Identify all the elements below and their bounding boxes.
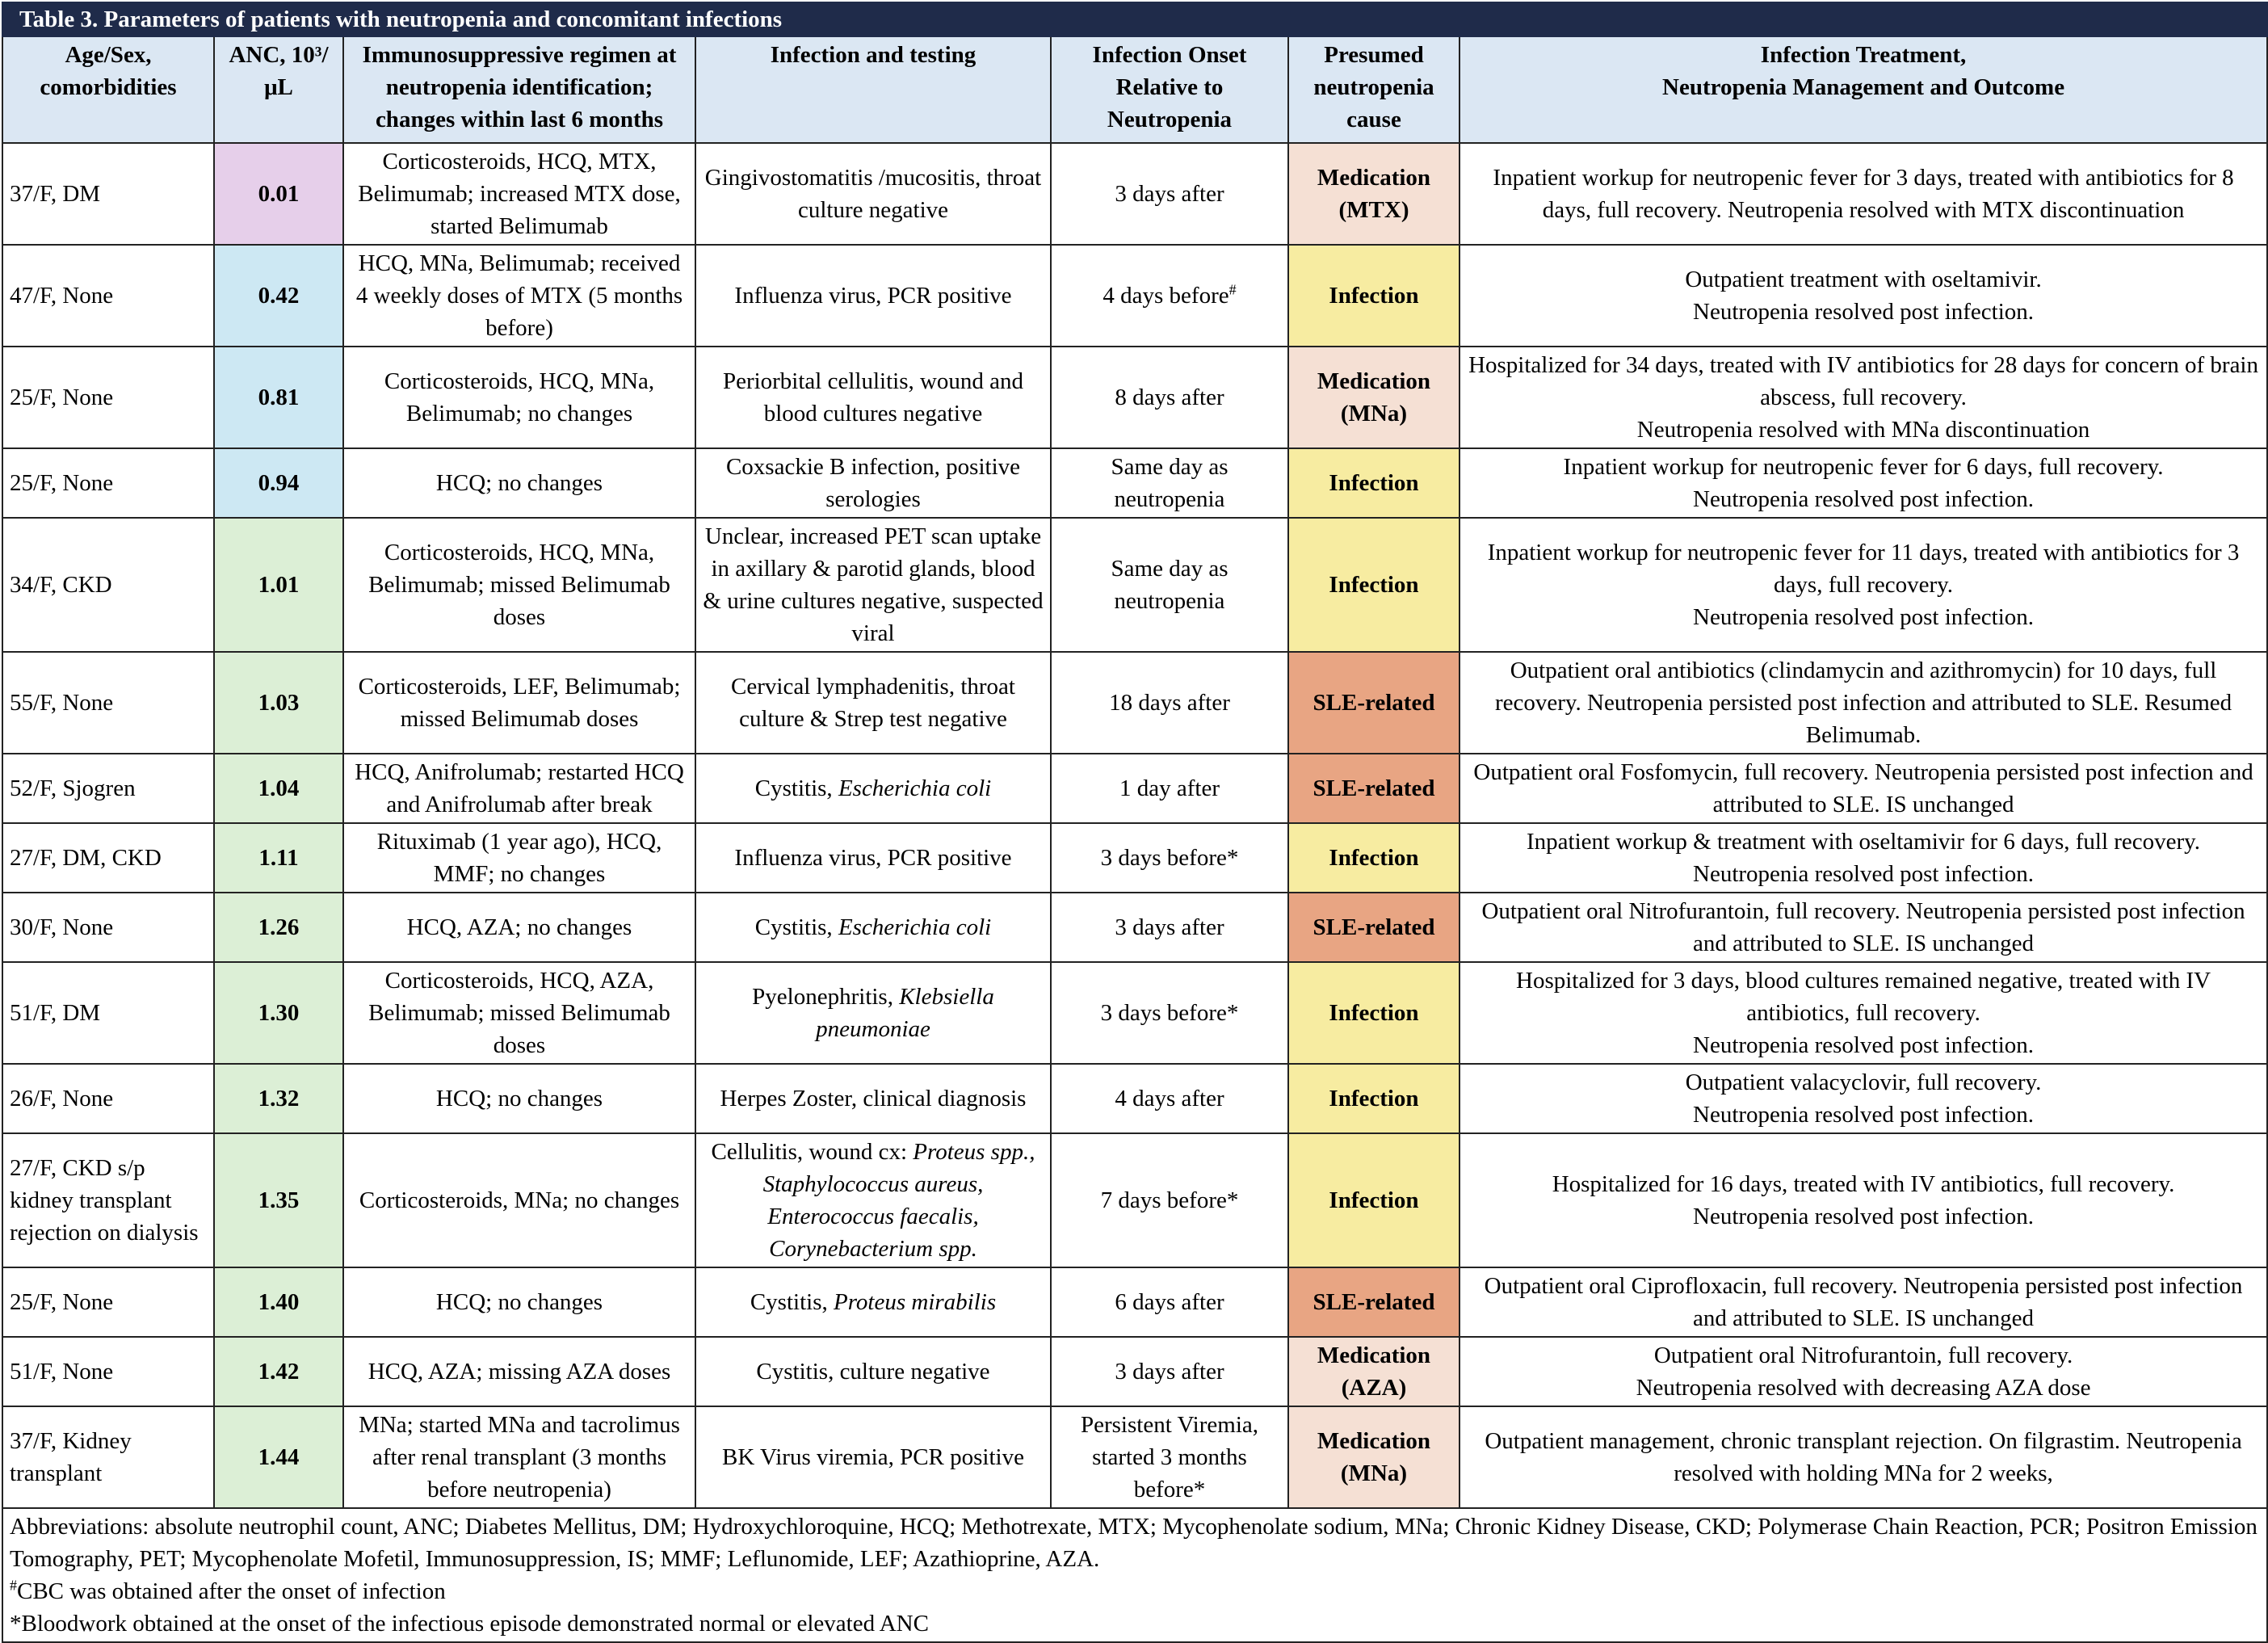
anc-cell: 1.44 [214,1406,343,1508]
onset-cell: 4 days after [1051,1064,1288,1133]
onset-cell [1051,245,1288,347]
outcome-cell: Outpatient oral Nitrofurantoin, full recovery. Neutropenia persisted post infection and attributed to SLE. IS unchanged [1460,893,2267,962]
age-sex-cell: 47/F, None [2,245,214,347]
outcome-line: Neutropenia resolved with decreasing AZA dose [1636,1375,2091,1401]
outcome-line: Neutropenia resolved with MNa discontinuation [1636,417,2090,443]
cause-badge: Medication (AZA) [1288,1337,1460,1406]
infection-text: Cystitis, [754,775,838,801]
age-sex-cell: 52/F, Sjogren [2,754,214,823]
regimen-cell: Corticosteroids, HCQ, MNa, Belimumab; no changes [343,347,695,448]
organism-name: Escherichia coli [838,914,992,940]
organism-name: Proteus mirabilis [834,1289,997,1315]
outcome-cell: Outpatient oral Ciprofloxacin, full recovery. Neutropenia persisted post infection and attributed to SLE. IS unchanged [1460,1267,2267,1337]
outcome-line: Neutropenia resolved post infection. [1693,604,2035,630]
infection-cell: Cervical lymphadenitis, throat culture & Strep test negative [695,652,1051,754]
cause-badge: Medication (MTX) [1288,143,1460,245]
outcome-cell [1460,518,2267,652]
cause-badge: Infection [1288,518,1460,652]
outcome-cell [1460,448,2267,518]
regimen-cell: Corticosteroids, HCQ, MNa, Belimumab; missed Belimumab doses [343,518,695,652]
regimen-cell: Corticosteroids, MNa; no changes [343,1133,695,1267]
outcome-line: Outpatient oral Nitrofurantoin, full recovery. [1653,1343,2073,1368]
age-sex-cell: 34/F, CKD [2,518,214,652]
anc-cell: 1.42 [214,1337,343,1406]
header-cause: Presumed neutropenia cause [1288,36,1460,143]
table-row [2,893,2267,962]
outcome-line: Outpatient valacyclovir, full recovery. [1685,1069,2042,1095]
footnote-mark: # [1228,281,1237,298]
age-sex-cell: 27/F, DM, CKD [2,823,214,893]
table-row [2,347,2267,448]
infection-cell [695,1267,1051,1337]
outcome-cell [1460,347,2267,448]
header-age-sex: Age/Sex, comorbidities [2,36,214,143]
outcome-line: Hospitalized for 16 days, treated with IV antibiotics, full recovery. [1552,1171,2175,1197]
anc-cell: 1.30 [214,962,343,1064]
outcome-line: Inpatient workup for neutropenic fever for 11 days, treated with antibiotics for 3 days, full recovery. [1487,540,2240,598]
header-row [2,36,2267,143]
outcome-cell: Outpatient oral antibiotics (clindamycin and azithromycin) for 10 days, full recovery. Neutropenia persisted post infection and attributed to SLE. Resumed Belimumab. [1460,652,2267,754]
table-row [2,518,2267,652]
onset-cell: 7 days before* [1051,1133,1288,1267]
outcome-cell [1460,1133,2267,1267]
regimen-cell: MNa; started MNa and tacrolimus after renal transplant (3 months before neutropenia) [343,1406,695,1508]
onset-cell: 3 days before* [1051,962,1288,1064]
onset-cell: 3 days after [1051,143,1288,245]
table-row [2,1337,2267,1406]
table-row [2,245,2267,347]
infection-cell [695,754,1051,823]
cause-badge: Infection [1288,1064,1460,1133]
age-sex-cell: 25/F, None [2,347,214,448]
table-title: Table 3. Parameters of patients with neutropenia and concomitant infections [2,2,2267,36]
regimen-cell: HCQ, AZA; missing AZA doses [343,1337,695,1406]
organism-name: Proteus spp., Staphylococcus aureus, Enterococcus faecalis, Corynebacterium spp. [762,1139,1035,1262]
header-anc: ANC, 10³/μL [214,36,343,143]
cause-badge: SLE-related [1288,652,1460,754]
regimen-cell: Corticosteroids, HCQ, MTX, Belimumab; increased MTX dose, started Belimumab [343,143,695,245]
organism-name: Klebsiella pneumoniae [816,984,994,1042]
anc-cell: 1.35 [214,1133,343,1267]
onset-text: 4 days before [1102,283,1229,309]
table-row [2,962,2267,1064]
outcome-line: Hospitalized for 34 days, treated with IV antibiotics for 28 days for concern of brain abscess, full recovery. [1468,352,2258,410]
regimen-cell: HCQ; no changes [343,1267,695,1337]
onset-cell: 3 days before* [1051,823,1288,893]
anc-cell: 0.42 [214,245,343,347]
anc-cell: 1.03 [214,652,343,754]
outcome-line: Neutropenia resolved post infection. [1693,299,2035,325]
outcome-cell [1460,962,2267,1064]
outcome-cell: Inpatient workup for neutropenic fever for 3 days, treated with antibiotics for 8 days, full recovery. Neutropenia resolved with MTX discontinuation [1460,143,2267,245]
onset-cell: Same day as neutropenia [1051,448,1288,518]
outcome-line: Neutropenia resolved post infection. [1693,1102,2035,1128]
anc-cell: 1.32 [214,1064,343,1133]
table-row [2,1133,2267,1267]
infection-cell [695,1133,1051,1267]
outcome-cell: Inpatient workup & treatment with oseltamivir for 6 days, full recovery. Neutropenia resolved post infection. [1460,823,2267,893]
infection-cell: Influenza virus, PCR positive [695,823,1051,893]
cause-badge: Infection [1288,962,1460,1064]
regimen-cell: Corticosteroids, LEF, Belimumab; missed Belimumab doses [343,652,695,754]
header-outcome-line2: Neutropenia Management and Outcome [1662,74,2065,100]
regimen-cell: HCQ, MNa, Belimumab; received 4 weekly doses of MTX (5 months before) [343,245,695,347]
header-onset: Infection Onset Relative to Neutropenia [1051,36,1288,143]
anc-cell: 0.81 [214,347,343,448]
outcome-line: Neutropenia resolved post infection. [1693,1204,2035,1229]
infection-text: Cystitis, [754,914,838,940]
footnote-asterisk: *Bloodwork obtained at the onset of the infectious episode demonstrated normal or elevated ANC [10,1611,929,1637]
outcome-line: Neutropenia resolved post infection. [1693,486,2035,512]
infection-cell: BK Virus viremia, PCR positive [695,1406,1051,1508]
table-row [2,754,2267,823]
anc-cell: 1.26 [214,893,343,962]
onset-cell: 3 days after [1051,893,1288,962]
onset-cell: 3 days after [1051,1337,1288,1406]
header-regimen: Immunosuppressive regimen at neutropenia identification; changes within last 6 months [343,36,695,143]
footnote-hash [10,1575,2260,1607]
outcome-cell: Outpatient management, chronic transplant rejection. On filgrastim. Neutropenia resolved with holding MNa for 2 weeks, [1460,1406,2267,1508]
onset-cell: 8 days after [1051,347,1288,448]
age-sex-cell: 25/F, None [2,1267,214,1337]
outcome-line: Hospitalized for 3 days, blood cultures remained negative, treated with IV antibiotics, full recovery. [1516,968,2211,1026]
regimen-cell: HCQ; no changes [343,1064,695,1133]
cause-badge: Infection [1288,823,1460,893]
footnotes-row [2,1508,2267,1642]
regimen-cell: HCQ, Anifrolumab; restarted HCQ and Anifrolumab after break [343,754,695,823]
outcome-line: Neutropenia resolved post infection. [1693,1032,2035,1058]
regimen-cell: HCQ, AZA; no changes [343,893,695,962]
age-sex-cell: 27/F, CKD s/p kidney transplant rejection on dialysis [2,1133,214,1267]
table-row [2,652,2267,754]
infection-text: Pyelonephritis, [752,984,900,1010]
anc-cell: 1.40 [214,1267,343,1337]
outcome-line: Outpatient treatment with oseltamivir. [1685,267,2042,292]
age-sex-cell: 55/F, None [2,652,214,754]
infection-cell: Cystitis, culture negative [695,1337,1051,1406]
infection-cell: Influenza virus, PCR positive [695,245,1051,347]
onset-cell: Persistent Viremia, started 3 months before* [1051,1406,1288,1508]
infection-text: Cystitis, [750,1289,834,1315]
anc-cell: 1.04 [214,754,343,823]
infection-cell [695,962,1051,1064]
cause-badge: Infection [1288,245,1460,347]
header-infection: Infection and testing [695,36,1051,143]
anc-cell: 1.11 [214,823,343,893]
regimen-cell: Rituximab (1 year ago), HCQ, MMF; no changes [343,823,695,893]
footnote-hash-mark: # [10,1577,17,1594]
infection-cell: Unclear, increased PET scan uptake in axillary & parotid glands, blood & urine cultures negative, suspected viral [695,518,1051,652]
age-sex-cell: 25/F, None [2,448,214,518]
organism-name: Escherichia coli [838,775,992,801]
outcome-cell [1460,245,2267,347]
regimen-cell: Corticosteroids, HCQ, AZA, Belimumab; missed Belimumab doses [343,962,695,1064]
age-sex-cell: 37/F, Kidney transplant [2,1406,214,1508]
age-sex-cell: 26/F, None [2,1064,214,1133]
outcome-cell [1460,1064,2267,1133]
anc-cell: 0.94 [214,448,343,518]
header-outcome-line1: Infection Treatment, [1760,42,1967,68]
age-sex-cell: 51/F, None [2,1337,214,1406]
onset-cell: 6 days after [1051,1267,1288,1337]
age-sex-cell: 37/F, DM [2,143,214,245]
table-title-row [2,2,2267,36]
infection-cell [695,893,1051,962]
table-row [2,1406,2267,1508]
outcome-cell [1460,1337,2267,1406]
onset-cell: 1 day after [1051,754,1288,823]
age-sex-cell: 30/F, None [2,893,214,962]
anc-cell: 1.01 [214,518,343,652]
cause-badge: Medication (MNa) [1288,347,1460,448]
infection-cell: Coxsackie B infection, positive serologies [695,448,1051,518]
age-sex-cell: 51/F, DM [2,962,214,1064]
outcome-cell: Outpatient oral Fosfomycin, full recovery. Neutropenia persisted post infection and attributed to SLE. IS unchanged [1460,754,2267,823]
infection-cell: Herpes Zoster, clinical diagnosis [695,1064,1051,1133]
infection-cell: Gingivostomatitis /mucositis, throat culture negative [695,143,1051,245]
header-outcome [1460,36,2267,143]
table-body [2,143,2267,1508]
patients-table [2,2,2268,1643]
table-row [2,1267,2267,1337]
cause-badge: SLE-related [1288,1267,1460,1337]
table-row [2,448,2267,518]
infection-cell: Periorbital cellulitis, wound and blood cultures negative [695,347,1051,448]
footnotes [2,1508,2267,1642]
abbreviations-note: Abbreviations: absolute neutrophil count, ANC; Diabetes Mellitus, DM; Hydroxychloroquine, HCQ; Methotrexate, MTX; Mycophenolate sodium, MNa; Chronic Kidney Disease, CKD; Polymerase Chain Reaction, PCR; Positron Emission Tomography, PET; Mycophenolate Mofetil, Immunosuppression, IS; MMF; Leflunomide, LEF; Azathioprine, AZA. [10,1514,2258,1572]
regimen-cell: HCQ; no changes [343,448,695,518]
footnote-hash-text: CBC was obtained after the onset of infection [17,1578,446,1604]
cause-badge: SLE-related [1288,754,1460,823]
cause-badge: Medication (MNa) [1288,1406,1460,1508]
table-row [2,823,2267,893]
onset-cell: Same day as neutropenia [1051,518,1288,652]
cause-badge: Infection [1288,448,1460,518]
table-row [2,1064,2267,1133]
cause-badge: Infection [1288,1133,1460,1267]
anc-cell: 0.01 [214,143,343,245]
cause-badge: SLE-related [1288,893,1460,962]
outcome-line: Inpatient workup for neutropenic fever for 6 days, full recovery. [1563,454,2164,480]
table-row [2,143,2267,245]
infection-text: Cellulitis, wound cx: [711,1139,914,1165]
onset-cell: 18 days after [1051,652,1288,754]
